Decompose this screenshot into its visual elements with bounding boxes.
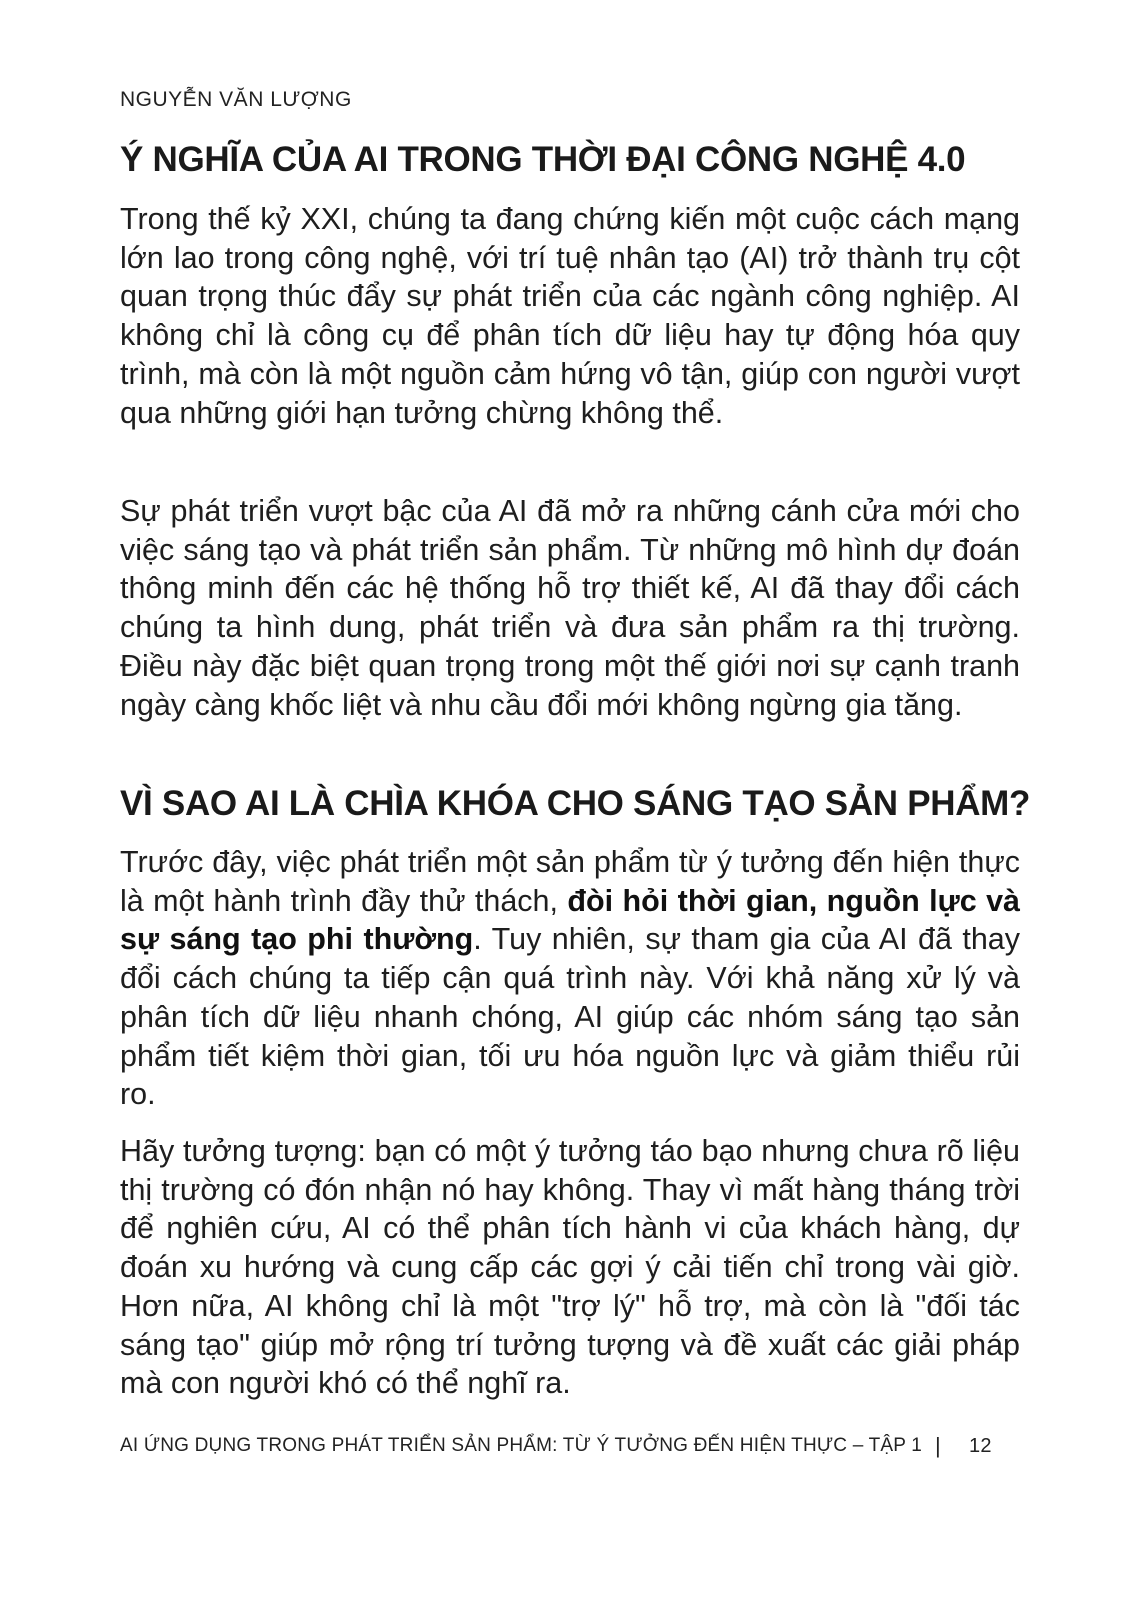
page-number: 12 — [969, 1435, 992, 1457]
bold-emphasis: đòi hỏi thời gian, nguồn lực và sự sáng tạo phi thường — [120, 883, 1020, 957]
body-paragraph-2: Sự phát triển vượt bậc của AI đã mở ra những cánh cửa mới cho việc sáng tạo và phát triển sản phẩm. Từ những mô hình dự đoán thông minh đến các hệ thống hỗ trợ thiết kế, AI đã thay đổi cách chúng ta hình dung, phát triển và đưa sản phẩm ra thị trường. Điều này đặc biệt quan trọng trong một thế giới nơi sự cạnh tranh ngày càng khốc liệt và nhu cầu đổi mới không ngừng gia tăng. — [120, 494, 1020, 722]
paragraph-text: . Tuy nhiên, sự tham gia của AI đã thay đổi cách chúng ta tiếp cận quá trình này. Với khả năng xử lý và phân tích dữ liệu nhanh chóng, AI giúp các nhóm sáng tạo sản phẩm tiết kiệm thời gian, tối ưu hóa nguồn lực và giảm thiểu rủi ro. — [120, 922, 1020, 1112]
body-paragraph-4: Hãy tưởng tượng: bạn có một ý tưởng táo bạo nhưng chưa rõ liệu thị trường có đón nhận nó hay không. Thay vì mất hàng tháng trời để nghiên cứu, AI có thể phân tích hành vi của khách hàng, dự đoán xu hướng và cung cấp các gợi ý cải tiến chỉ trong vài giờ. Hơn nữa, AI không chỉ là một "trợ lý" hỗ trợ, mà còn là "đối tác sáng tạo" giúp mở rộng trí tưởng tượng và đề xuất các giải pháp mà con người khó có thể nghĩ ra. — [120, 1134, 1020, 1401]
section-heading-ai-meaning: Ý NGHĨA CỦA AI TRONG THỜI ĐẠI CÔNG NGHỆ 4.0 — [120, 140, 966, 179]
paragraph-text: Trước đây, việc phát triển một sản phẩm từ ý tưởng đến hiện thực là một hành trình đầy thử thách, — [120, 845, 1020, 918]
footer-book-title: AI ỨNG DỤNG TRONG PHÁT TRIỂN SẢN PHẨM: TỪ Ý TƯỞNG ĐẾN HIỆN THỰC – TẬP 1 — [120, 1435, 923, 1456]
running-header-author: NGUYỄN VĂN LƯỢNG — [120, 88, 352, 111]
body-paragraph-1: Trong thế kỷ XXI, chúng ta đang chứng kiến một cuộc cách mạng lớn lao trong công nghệ, với trí tuệ nhân tạo (AI) trở thành trụ cột quan trọng thúc đẩy sự phát triển của các ngành công nghiệp. AI không chỉ là công cụ để phân tích dữ liệu hay tự động hóa quy trình, mà còn là một nguồn cảm hứng vô tận, giúp con người vượt qua những giới hạn tưởng chừng không thể. — [120, 202, 1020, 430]
footer-separator: | — [935, 1433, 941, 1458]
section-heading-why-ai: VÌ SAO AI LÀ CHÌA KHÓA CHO SÁNG TẠO SẢN PHẨM? — [120, 784, 1031, 823]
body-paragraph-3 — [120, 843, 1020, 1114]
